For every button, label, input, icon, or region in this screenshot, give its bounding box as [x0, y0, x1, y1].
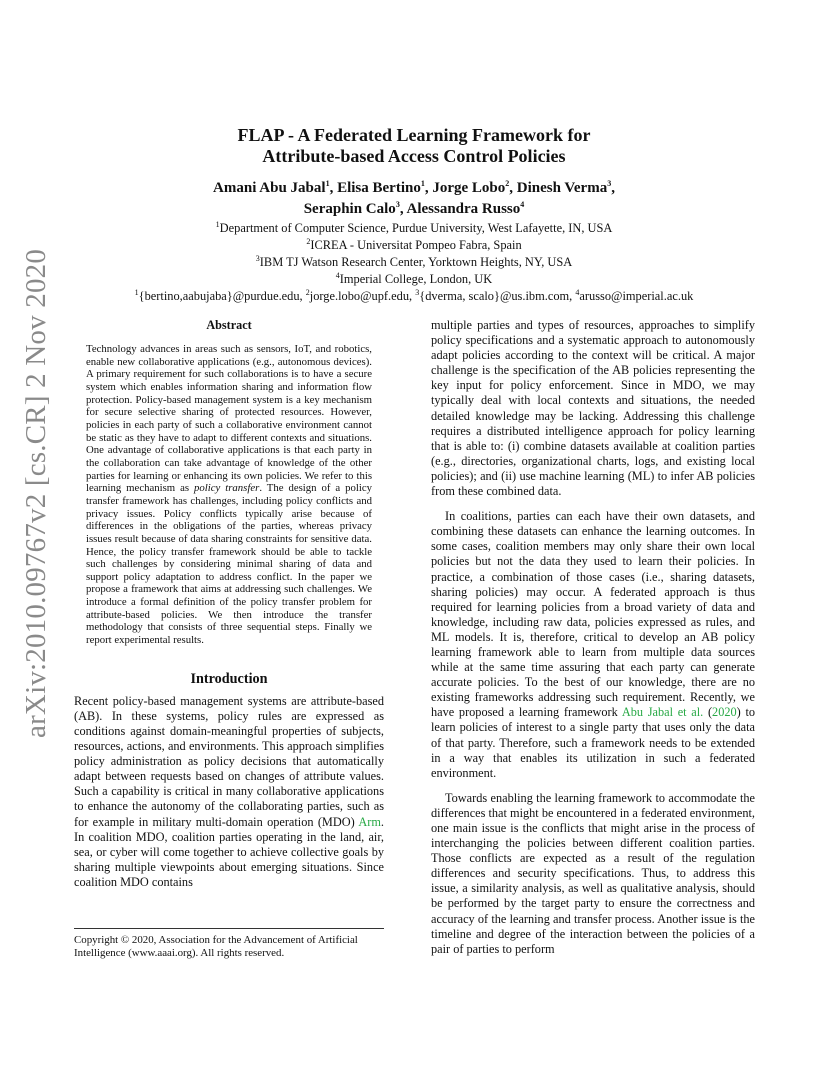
abstract-heading: Abstract — [206, 318, 252, 332]
author-name: Jorge Lobo — [432, 180, 506, 196]
intro-paragraph — [74, 694, 384, 890]
paragraph-text: In coalitions, parties can each have their own datasets, and combining these datasets can enhance the learning outcomes. In some cases, coalition members may only share their own local policies but not the data they used to learn their policies. In practice, a combination of those cases (i.e., sharing datasets, sharing policies) may occur. A federated approach is thus required for learning policies from a broad variety of data and knowledge, including raw data, policies expressed as rules, and ML models. It is, therefore, critical to develop an AB policy learning framework able to learn from multiple data sources while at the same time assuring that each party can generate accurate policies. To the best of our knowledge, there are no existing frameworks addressing such requirement. Recently, we have proposed a learning framework — [431, 509, 755, 720]
body-paragraph — [431, 509, 755, 781]
author-affil-mark: 3 — [607, 179, 612, 188]
email-address: {bertino,aabujaba}@purdue.edu, — [138, 289, 306, 303]
title-line-2: Attribute-based Access Control Policies — [262, 146, 566, 166]
introduction-heading: Introduction — [190, 670, 268, 687]
affiliation-text: IBM TJ Watson Research Center, Yorktown Heights, NY, USA — [259, 255, 573, 269]
abstract-text-part: Technology advances in areas such as sensors, IoT, and robotics, enable new collaborative applications (e.g., autonomous devices). A primary requirement for such collaborations is to have a secure system which enables information sharing and information flow protection. Policy-based management system is a key mechanism for secure selective sharing of protected resources. However, policies in each party of such a collaborative environment cannot be static as they have to adapt to different contexts and situations. One advantage of collaborative applications is that each party in the collaboration can take advantage of knowledge of the other parties for learning or enhancing its own policies. We refer to this learning mechanism as — [86, 343, 372, 495]
abstract-emphasis: policy transfer — [194, 482, 260, 495]
citation-link[interactable]: Arm — [358, 814, 381, 829]
affiliation — [0, 237, 828, 254]
title-line-1: FLAP - A Federated Learning Framework for — [237, 125, 591, 145]
email-mark: 4 — [575, 287, 580, 297]
author-name: Elisa Bertino — [337, 180, 421, 196]
author-affil-mark: 2 — [505, 179, 510, 188]
affiliation-text: Imperial College, London, UK — [339, 272, 493, 286]
author-list: Amani Abu Jabal$^1$, Elisa Bertino$^1$, Jorge Lobo$^2$, Dinesh Verma$^3$, Seraphin Calo$^3$, Alessandra Russo$^4$ — [213, 179, 615, 217]
email-address: jorge.lobo@upf.edu, — [309, 289, 416, 303]
author-affil-mark: 1 — [325, 179, 330, 188]
abstract-text-part: . The design of a policy transfer framework has challenges, including policy conflicts and privacy issues. Policy conflicts typically arise because of differences in the obligations of the parties, whereas privacy issues result because of data sharing constraints for sensitive data. Hence, the policy transfer framework should be able to tackle such challenges by considering minimal sharing of data and support policy adaptation to address conflict. In the paper we propose a framework that aims at addressing such challenges. We introduce a formal definition of the policy transfer problem for attribute-based policies. We then introduce the transfer methodology that consists of three sequential steps. Finally we report experimental results. — [86, 482, 372, 647]
paper-header — [0, 125, 828, 305]
paragraph-text: ) to learn policies of interest to a single party that uses only the data of that party. Therefore, such a framework needs to be extended in a way that enables its utilization in such a federated environment. — [431, 705, 756, 780]
affiliation — [0, 254, 828, 271]
paper-title — [0, 125, 828, 167]
author-affil-mark: 1 — [420, 179, 425, 188]
copyright-notice: Copyright © 2020, Association for the Advancement of Artificial Intelligence (www.aaai.org). All rights reserved. — [74, 928, 384, 960]
body-paragraph: multiple parties and types of resources, approaches to simplify policy specifications and a systematic approach to autonomously adapt policies according to the context will be critical. A major challenge is the specification of the AB policies representing the key input for policy enforcement. Since in MDO, we may typically deal with local contexts and situations, the needed detailed knowledge may be lacking. Addressing this challenge requires a distributed intelligence approach for policy learning that is able to: (i) combine datasets available at coalition parties (e.g., directories, organizational charts, logs, and existing local policies); and (ii) use machine learning (ML) to infer AB policies from these combined data. — [431, 318, 755, 499]
citation-year-link[interactable]: 2020 — [712, 705, 737, 720]
body-paragraph: Towards enabling the learning framework to accommodate the differences that might be encountered in a federated environment, one main issue is the conflicts that might arise in the process of interchanging the policies between different coalition parties. Those conflicts are expected as a result of the regulation differences and security specifications. Thus, to address this issue, a similarity analysis, as well as qualitative analysis, should be performed by the target party to ensure the correctness and accuracy of the learning and transfer process. Another issue is the timeline and degree of the interaction between the policies of a pair of parties to perform — [431, 790, 755, 956]
left-column — [74, 318, 384, 890]
affiliation — [0, 220, 828, 237]
affiliation-mark: 4 — [335, 270, 340, 280]
email-mark: 3 — [415, 287, 420, 297]
author-name: Seraphin Calo — [303, 201, 396, 217]
affiliation — [0, 271, 828, 288]
author-name: Dinesh Verma — [516, 180, 608, 196]
affiliation-text: Department of Computer Science, Purdue University, West Lafayette, IN, USA — [219, 221, 613, 235]
paragraph-text: ( — [703, 705, 713, 720]
author-affil-mark: 4 — [520, 200, 525, 209]
email-address: {dverma, scalo}@us.ibm.com, — [419, 289, 576, 303]
arxiv-identifier: arXiv:2010.09767v2 [cs.CR] 2 Nov 2020 — [20, 248, 52, 738]
paragraph-text: Recent policy-based management systems are attribute-based (AB). In these systems, policy rules are expressed as conditions against domain-meaningful properties of subjects, resources, actions, and environments. This approach simplifies policy administration as policy decisions that automatically adapt between requests based on changes of attribute values. Such a capability is critical in many collaborative applications to enhance the autonomy of the collaborating parties, such as for example in military multi-domain operation (MDO) — [74, 693, 384, 829]
email-mark: 1 — [134, 287, 139, 297]
affiliation-mark: 2 — [306, 236, 311, 246]
author-name: Amani Abu Jabal — [213, 180, 326, 196]
abstract-text — [86, 343, 372, 647]
author-name: Alessandra Russo — [406, 201, 521, 217]
paragraph-text: . In coalition MDO, coalition parties operating in the land, air, sea, or cyber will come together to achieve collective goals by sharing multiple viewpoints about emerging situations. Since coalition MDO contains — [74, 814, 384, 889]
right-column — [431, 318, 755, 957]
affiliation-mark: 1 — [215, 219, 220, 229]
citation-link[interactable]: Abu Jabal et al. — [621, 705, 704, 720]
email-address: arusso@imperial.ac.uk — [579, 289, 694, 303]
email-mark: 2 — [305, 287, 310, 297]
affiliation-text: ICREA - Universitat Pompeo Fabra, Spain — [310, 238, 522, 252]
author-emails — [0, 288, 828, 305]
author-affil-mark: 3 — [395, 200, 400, 209]
affiliation-mark: 3 — [255, 253, 260, 263]
